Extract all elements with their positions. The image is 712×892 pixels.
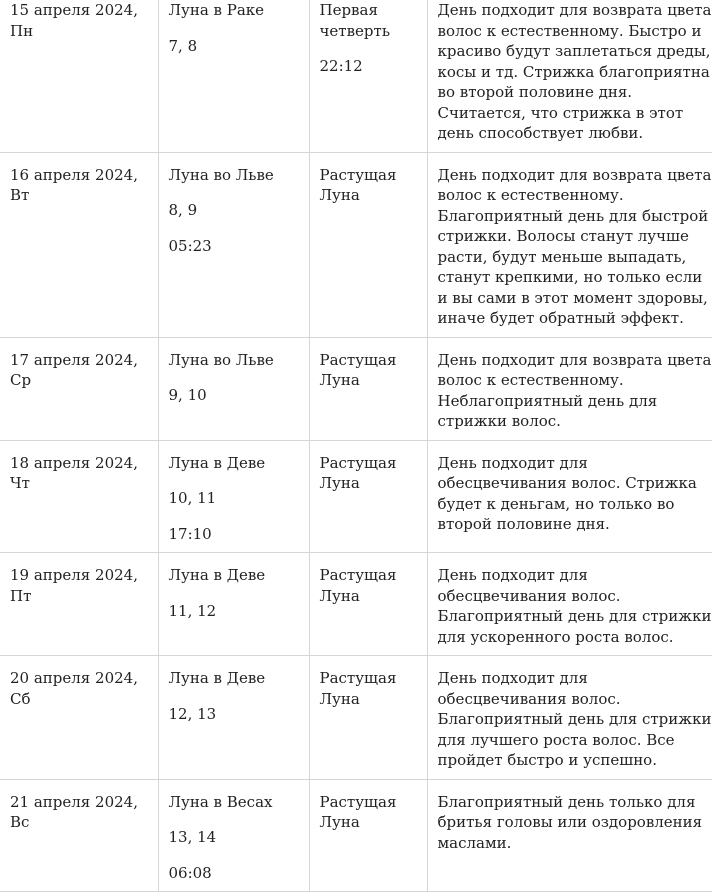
date-cell <box>0 779 158 892</box>
date-text: 17 апреля 2024, <box>10 350 138 369</box>
description-cell <box>427 656 712 780</box>
moon-sign-text: Луна в Деве <box>168 453 266 472</box>
description-text: День подходит для возврата цвета волос к естественному. Быстро и красиво будут заплетаться дреды, косы и тд. Стрижка благоприятна во второй половине дня. Считается, что стрижка в этот день способствует любви. <box>437 1 712 142</box>
table-row <box>0 440 712 553</box>
lunar-days-text: 8, 9 <box>168 201 198 219</box>
moon-phase-cell <box>309 779 427 892</box>
lunar-days-text: 13, 14 <box>168 828 217 846</box>
lunar-days-text: 9, 10 <box>168 386 207 404</box>
table-row <box>0 656 712 780</box>
moon-sign-cell <box>158 0 309 152</box>
date-cell <box>0 152 158 337</box>
description-text: День подходит для обесцвечивания волос. Благоприятный день для стрижки для лучшего роста волос. Все пройдет быстро и успешно. <box>437 669 712 769</box>
date-text: 21 апреля 2024, <box>10 792 138 811</box>
moon-phase-text: Растущая Луна <box>319 165 397 204</box>
table-row <box>0 337 712 440</box>
moon-sign-cell <box>158 337 309 440</box>
table-row <box>0 553 712 656</box>
moon-sign-text: Луна в Весах <box>168 792 273 811</box>
lunar-days-text: 11, 12 <box>168 601 217 620</box>
moon-phase-text: Растущая Луна <box>319 453 397 492</box>
table-row <box>0 779 712 892</box>
weekday-text: Вт <box>10 186 30 204</box>
sign-time-text: 06:08 <box>168 863 212 882</box>
date-cell <box>0 337 158 440</box>
description-cell <box>427 152 712 337</box>
date-cell <box>0 0 158 152</box>
moon-phase-text: Растущая Луна <box>319 792 397 831</box>
moon-sign-text: Луна в Раке <box>168 1 265 19</box>
description-cell <box>427 0 712 152</box>
moon-sign-text: Луна в Деве <box>168 669 266 687</box>
moon-sign-text: Луна во Льве <box>168 165 274 184</box>
moon-phase-cell <box>309 0 427 152</box>
moon-phase-cell <box>309 337 427 440</box>
date-text: 16 апреля 2024, <box>10 165 138 184</box>
moon-phase-cell <box>309 152 427 337</box>
description-cell <box>427 779 712 892</box>
date-text: 18 апреля 2024, <box>10 453 138 472</box>
phase-time-text: 22:12 <box>319 57 363 75</box>
moon-sign-cell <box>158 656 309 780</box>
moon-phase-cell <box>309 553 427 656</box>
moon-sign-text: Луна во Льве <box>168 350 274 369</box>
date-text: 15 апреля 2024, <box>10 1 138 19</box>
description-text: Благоприятный день только для бритья головы или оздоровления маслами. <box>437 792 703 852</box>
date-text: 20 апреля 2024, <box>10 669 138 687</box>
description-cell <box>427 337 712 440</box>
moon-sign-cell <box>158 152 309 337</box>
weekday-text: Пт <box>10 586 32 605</box>
table-row <box>0 152 712 337</box>
moon-sign-text: Луна в Деве <box>168 566 266 584</box>
date-text: 19 апреля 2024, <box>10 566 138 584</box>
sign-time-text: 05:23 <box>168 236 212 255</box>
date-cell <box>0 440 158 553</box>
moon-phase-text: Растущая Луна <box>319 566 397 605</box>
moon-sign-cell <box>158 440 309 553</box>
date-cell <box>0 656 158 780</box>
weekday-text: Пн <box>10 21 34 40</box>
lunar-days-text: 7, 8 <box>168 36 198 55</box>
date-cell <box>0 553 158 656</box>
table-row <box>0 0 712 152</box>
moon-phase-cell <box>309 656 427 780</box>
lunar-days-text: 10, 11 <box>168 489 217 507</box>
description-text: День подходит для возврата цвета волос к естественному. Неблагоприятный день для стрижки волос. <box>437 350 712 430</box>
lunar-days-text: 12, 13 <box>168 704 217 723</box>
description-cell <box>427 553 712 656</box>
moon-phase-text: Растущая Луна <box>319 350 397 389</box>
description-text: День подходит для обесцвечивания волос. Стрижка будет к деньгам, но только во второй половине дня. <box>437 453 697 533</box>
description-text: День подходит для обесцвечивания волос. Благоприятный день для стрижки для ускоренного роста волос. <box>437 566 712 646</box>
weekday-text: Чт <box>10 474 30 492</box>
sign-time-text: 17:10 <box>168 524 212 543</box>
weekday-text: Вс <box>10 813 30 831</box>
description-cell <box>427 440 712 553</box>
moon-phase-text: Первая четверть <box>319 1 390 40</box>
description-text: День подходит для возврата цвета волос к естественному. Благоприятный день для быстрой стрижки. Волосы станут лучше расти, будут меньше выпадать, станут крепкими, но только если и вы сами в этот момент здоровы, иначе будет обратный эффект. <box>437 165 712 327</box>
moon-phase-text: Растущая Луна <box>319 669 397 708</box>
moon-sign-cell <box>158 553 309 656</box>
moon-sign-cell <box>158 779 309 892</box>
moon-phase-cell <box>309 440 427 553</box>
weekday-text: Сб <box>10 689 31 708</box>
weekday-text: Ср <box>10 371 32 389</box>
